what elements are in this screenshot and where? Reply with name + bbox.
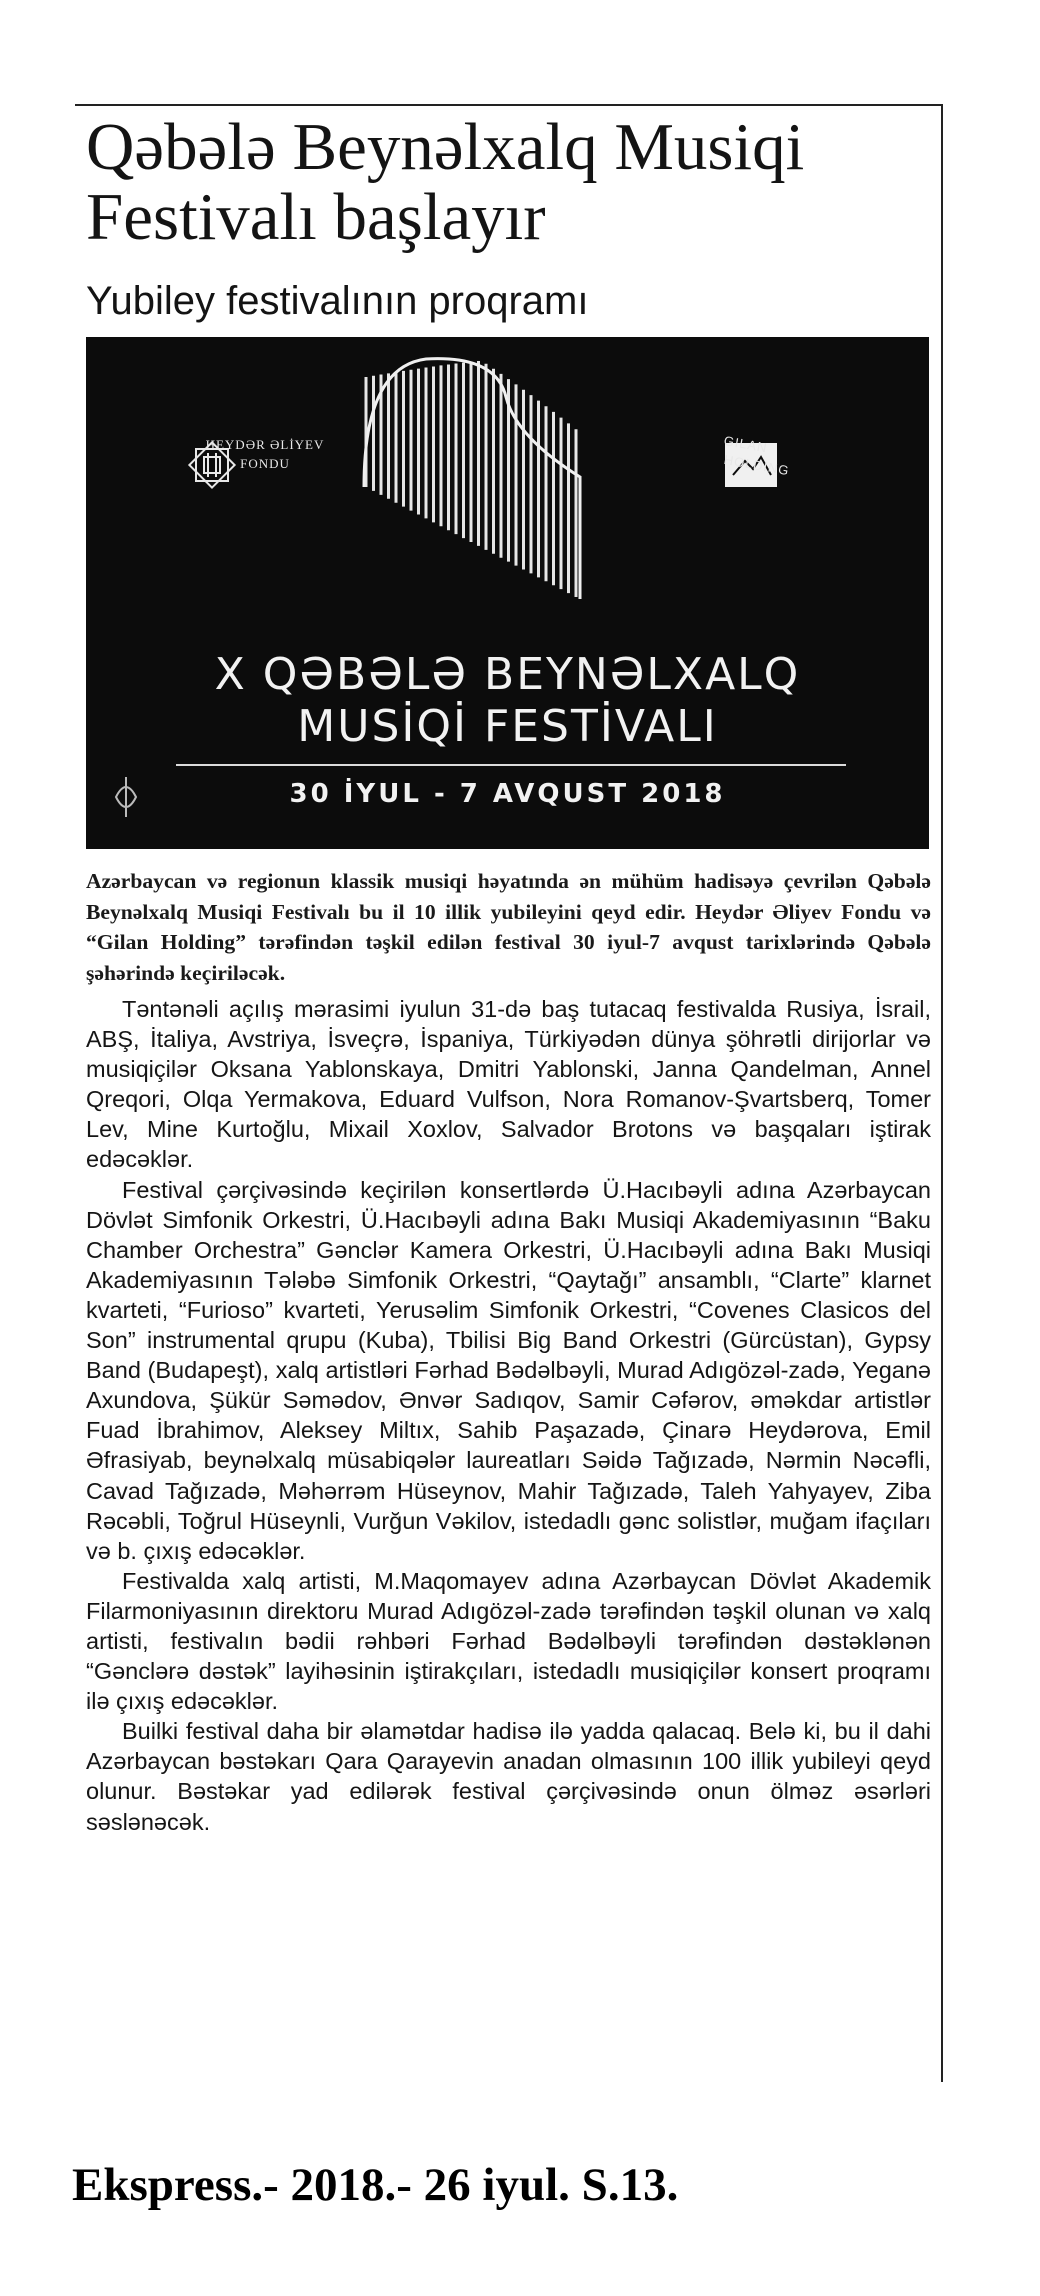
festival-dates: 30 İYUL - 7 AVQUST 2018 [289, 779, 726, 809]
piano-strings-icon [364, 359, 580, 599]
left-logo-text-1: HEYDƏR ƏLİYEV [205, 437, 325, 452]
festival-title-line1: X QƏBƏLƏ BEYNƏLXALQ [214, 649, 801, 700]
poster-graphics [86, 337, 929, 849]
headline: Qəbələ Beynəlxalq Musiqi Festivalı başlayır [86, 110, 805, 254]
lead-paragraph: Azərbaycan və regionun klassik musiqi həyatında ən mühüm hadisəyə çevrilən Qəbələ Beynəlxalq Musiqi Festivalı bu il 10 illik yubileyini qeyd edir. Heydər Əliyev Fondu və “Gilan Holding” tərəfindən təşkil edilən festival 30 iyul-7 avqust tarixlərində Qəbələ şəhərində keçiriləcək. [86, 869, 931, 985]
festival-title-line2: MUSİQİ FESTİVALI [297, 701, 718, 752]
left-logo-text-2: FONDU [240, 456, 290, 471]
right-logo-text-1: GILAN [722, 432, 769, 456]
body-paragraph: Təntənəli açılış mərasimi iyulun 31-də baş tutacaq festivalda Rusiya, İsrail, ABŞ, İtaliya, Avstriya, İsveçrə, İspaniya, Türkiyədən dünya şöhrətli dirijorlar və musiqiçilər Oksana Yablonskaya, Dmitri Yablonski, Janna Qandelman, Annel Qreqori, Olqa Yermakova, Eduard Vulfson, Nora Romanov-Şvartsberq, Tomer Lev, Mine Kurtoğlu, Mixail Xoxlov, Salvador Brotons və başqaları iştirak edəcəklər. [86, 996, 931, 1173]
right-logo-text-2: HOLDING [722, 451, 791, 479]
body-paragraph: Festivalda xalq artisti, M.Maqomayev adına Azərbaycan Dövlət Akademik Filarmoniyasının direktoru Murad Adıgözəl-zadə tərəfindən təşkil olunan və xalq artisti, festivalın bədii rəhbəri Fərhad Bədəlbəyli tərəfindən dəstəklənən “Gənclərə dəstək” layihəsinin iştirakçıları, istedadlı musiqiçilər konsert proqramı ilə çıxış edəcəklər. [86, 1567, 931, 1715]
heydar-aliyev-fund-logo [180, 433, 350, 471]
body-paragraph: Builki festival daha bir əlamətdar hadisə ilə yadda qalacaq. Belə ki, bu il dahi Azərbaycan bəstəkarı Qara Qarayevin anadan olmasının 100 illik yubileyi qeyd olunur. Bəstəkar yad edilərək festival çərçivəsində onun ölməz əsərləri səslənəcək. [86, 1718, 931, 1835]
festival-poster [86, 337, 929, 849]
gilan-holding-logo [722, 432, 863, 479]
festival-title [86, 649, 929, 753]
source-citation: Ekspress.- 2018.- 26 iyul. S.13. [72, 2159, 679, 2211]
subheadline: Yubiley festivalının proqramı [86, 279, 589, 323]
body-paragraph: Festival çərçivəsində keçirilən konsertlərdə Ü.Hacıbəyli adına Azərbaycan Dövlət Simfonik Orkestri, Ü.Hacıbəyli adına Bakı Musiqi Akademiyasının “Baku Chamber Orchestra” Gənclər Kamera Orkestri, Ü.Hacıbəyli adına Bakı Musiqi Akademiyasının Tələbə Simfonik Orkestri, “Qaytağı” ansamblı, “Clarte” klarnet kvarteti, “Furioso” kvarteti, Yerusəlim Simfonik Orkestri, “Covenes Clasicos del Son” instrumental qrupu (Kuba), Tbilisi Big Band Orkestri (Gürcüstan), Gypsy Band (Budapeşt), xalq artistləri Fərhad Bədəlbəyli, Murad Adıgözəl-zadə, Yeganə Axundova, Şükür Səmədov, Ənvər Sadıqov, Samir Cəfərov, əməkdar artistlər Fuad İbrahimov, Aleksey Miltıx, Sahib Paşazadə, Çinarə Heydərova, Emil Əfrasiyab, beynəlxalq müsabiqələr laureatları Səidə Tağızadə, Nərmin Nəcəfli, Cavad Tağızadə, Məhərrəm Hüseynov, Mahir Tağızadə, Taleh Yahyayev, Ziba Rəcəbli, Toğrul Hüseynli, Vurğun Vəkilov, istedadlı gənc solistlər, muğam ifaçıları və b. çıxış edəcəklər. [86, 1176, 931, 1564]
star-emblem-icon [180, 433, 244, 497]
article-body [86, 994, 931, 1837]
